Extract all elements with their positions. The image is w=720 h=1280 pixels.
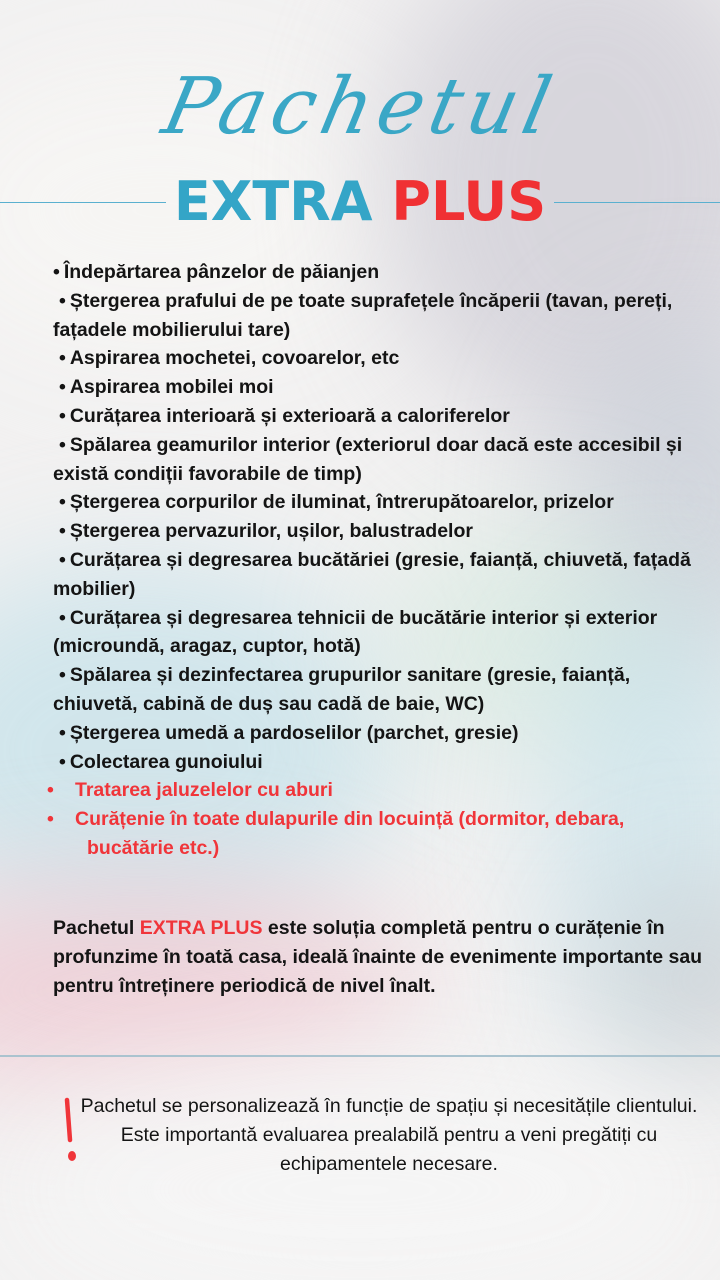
package-title: [174, 170, 546, 234]
bullet-icon: •: [59, 750, 66, 773]
title-divider-right: [554, 202, 720, 203]
exclamation-icon: [62, 1096, 78, 1166]
bullet-icon: •: [59, 664, 66, 687]
list-item: • Colectarea gunoiului: [53, 748, 703, 777]
bullet-icon: •: [47, 779, 54, 802]
bullet-icon: •: [59, 347, 66, 370]
bullet-icon: •: [59, 520, 66, 543]
list-item: • Aspirarea mobilei moi: [53, 373, 703, 402]
list-item: • Aspirarea mochetei, covoarelor, etc: [53, 344, 703, 373]
note-line-1: Pachetul se personalizează în funcție de spațiu și necesitățile clientului.: [80, 1095, 698, 1117]
extra-list-item: • Tratarea jaluzelelor cu aburi: [53, 776, 703, 805]
bullet-icon: •: [59, 433, 66, 456]
list-item: • Curățarea și degresarea bucătăriei (gresie, faianță, chiuvetă, fațadă mobilier): [53, 546, 703, 604]
package-description: [53, 914, 703, 1001]
bullet-icon: •: [47, 808, 54, 831]
extra-list-item: • Curățenie în toate dulapurile din locuință (dormitor, debara, bucătărie etc.): [53, 805, 703, 863]
list-item: • Ștergerea umedă a pardoselilor (parchet, gresie): [53, 719, 703, 748]
list-item: • Ștergerea pervazurilor, ușilor, balustradelor: [53, 517, 703, 546]
list-item: • Ștergerea corpurilor de iluminat, întrerupătoarelor, prizelor: [53, 488, 703, 517]
title-divider-left: [0, 202, 166, 203]
bullet-icon: •: [53, 261, 60, 283]
services-list: [47, 258, 703, 863]
description-prefix: Pachetul: [53, 917, 135, 939]
bullet-icon: •: [59, 404, 66, 427]
note-line-2: Este importantă evaluarea prealabilă pentru a veni pregătiți cu echipamentele necesare.: [120, 1124, 658, 1175]
bullet-icon: •: [59, 491, 66, 514]
list-item: • Curățarea interioară și exterioară a caloriferelor: [53, 402, 703, 431]
description-highlight: EXTRA PLUS: [139, 917, 263, 939]
script-title: Pachetul: [155, 62, 565, 152]
personalization-note: [78, 1092, 700, 1179]
list-item: • Spălarea geamurilor interior (exteriorul doar dacă este accesibil și există condiții favorabile de timp): [53, 431, 703, 489]
bullet-icon: •: [59, 548, 66, 571]
list-item: • Îndepărtarea pânzelor de păianjen: [53, 258, 703, 287]
bullet-icon: •: [59, 289, 66, 312]
bullet-icon: •: [59, 376, 66, 399]
list-item: • Curățarea și degresarea tehnicii de bucătărie interior și exterior (microundă, aragaz, cuptor, hotă): [53, 604, 703, 662]
bullet-icon: •: [59, 606, 66, 629]
description-body: este soluția completă pentru o curățenie în profunzime în toată casa, ideală înainte de evenimente importante sau pentru întreținere periodică de nivel înalt.: [53, 917, 703, 997]
list-item: • Spălarea și dezinfectarea grupurilor sanitare (gresie, faianță, chiuvetă, cabină de duș sau cadă de baie, WC): [53, 661, 703, 719]
bullet-icon: •: [59, 721, 66, 744]
list-item: • Ștergerea prafului de pe toate suprafețele încăperii (tavan, pereți, fațadele mobilierului tare): [53, 287, 703, 345]
section-divider: [0, 1055, 720, 1057]
title-row: [0, 170, 720, 234]
title-plus: PLUS: [391, 170, 547, 233]
title-extra: EXTRA: [173, 170, 373, 233]
